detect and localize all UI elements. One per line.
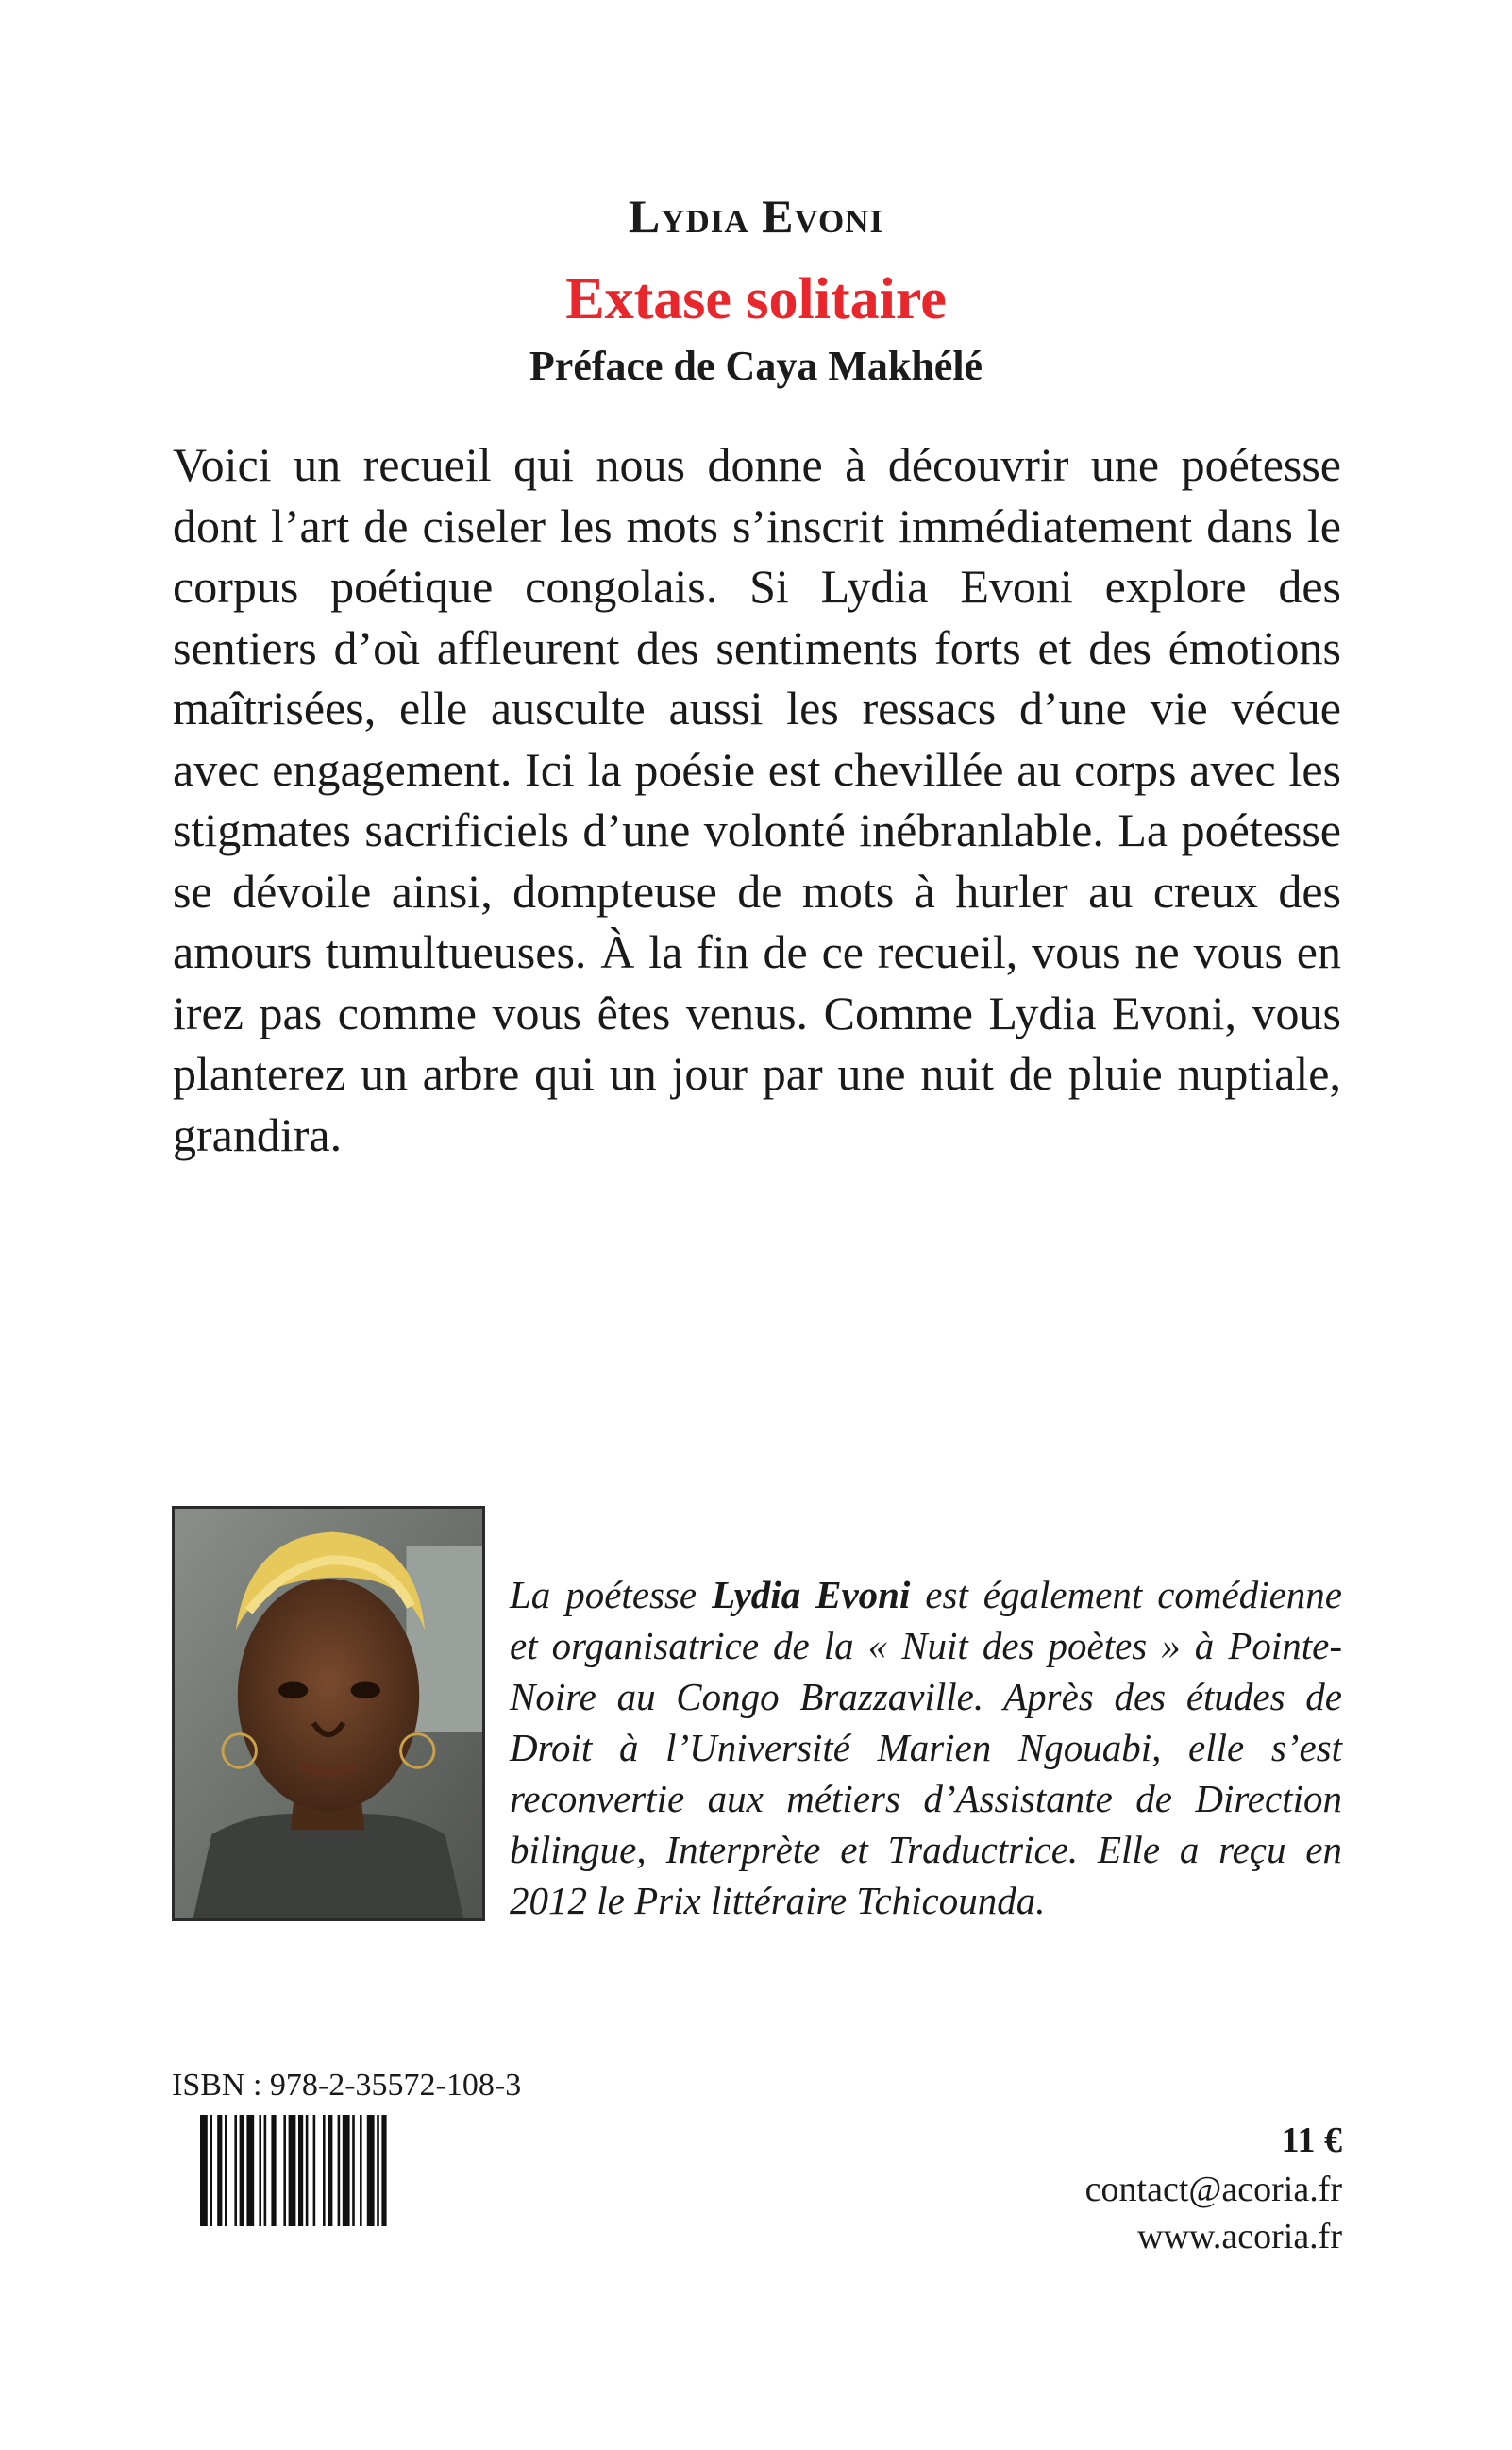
preface-credit: Préface de Caya Makhélé (529, 343, 983, 389)
isbn: ISBN : 978-2-35572-108-3 (172, 2068, 522, 2103)
author-name: Lydia Evoni (628, 190, 884, 243)
book-title: Extase solitaire (565, 267, 947, 331)
author-portrait-image (175, 1509, 482, 1918)
price: 11 € (1281, 2121, 1342, 2160)
author-photo (172, 1506, 485, 1921)
barcode-icon (198, 2115, 444, 2242)
bio-text: est également comédienne et organisatrice de la « Nuit des poètes » à Pointe-Noire au Congo Brazzaville. Après des études de Droit à l’Université Marien Ngouabi, elle s’est reconvertie aux métiers d’Assistante de Direction bilingue, Interprète et Traductrice. Elle a reçu en 2012 le Prix littéraire Tchicounda. (510, 1573, 1342, 1922)
website-url: www.acoria.fr (1137, 2217, 1342, 2256)
bio-author-name: Lydia Evoni (712, 1573, 911, 1616)
contact-email: contact@acoria.fr (1084, 2170, 1342, 2209)
bio-prefix: La poétesse (510, 1573, 713, 1616)
barcode-graphic (198, 2115, 444, 2242)
blurb-paragraph: Voici un recueil qui nous donne à découvrir une poétesse dont l’art de ciseler les mots s’inscrit immédiatement dans le corpus poétique congolais. Si Lydia Evoni explore des sentiers d’où affleurent des sentiments forts et des émotions maîtrisées, elle ausculte aussi les ressacs d’une vie vécue avec engagement. Ici la poésie est chevillée au corps avec les stigmates sacrificiels d’une volonté inébranlable. La poétesse se dévoile ainsi, dompteuse de mots à hurler au creux des amours tumultueuses. À la fin de ce recueil, vous ne vous en irez pas comme vous êtes venus. Comme Lydia Evoni, vous planterez un arbre qui un jour par une nuit de pluie nuptiale, grandira. (173, 438, 1341, 1161)
author-bio (510, 1569, 1342, 1926)
